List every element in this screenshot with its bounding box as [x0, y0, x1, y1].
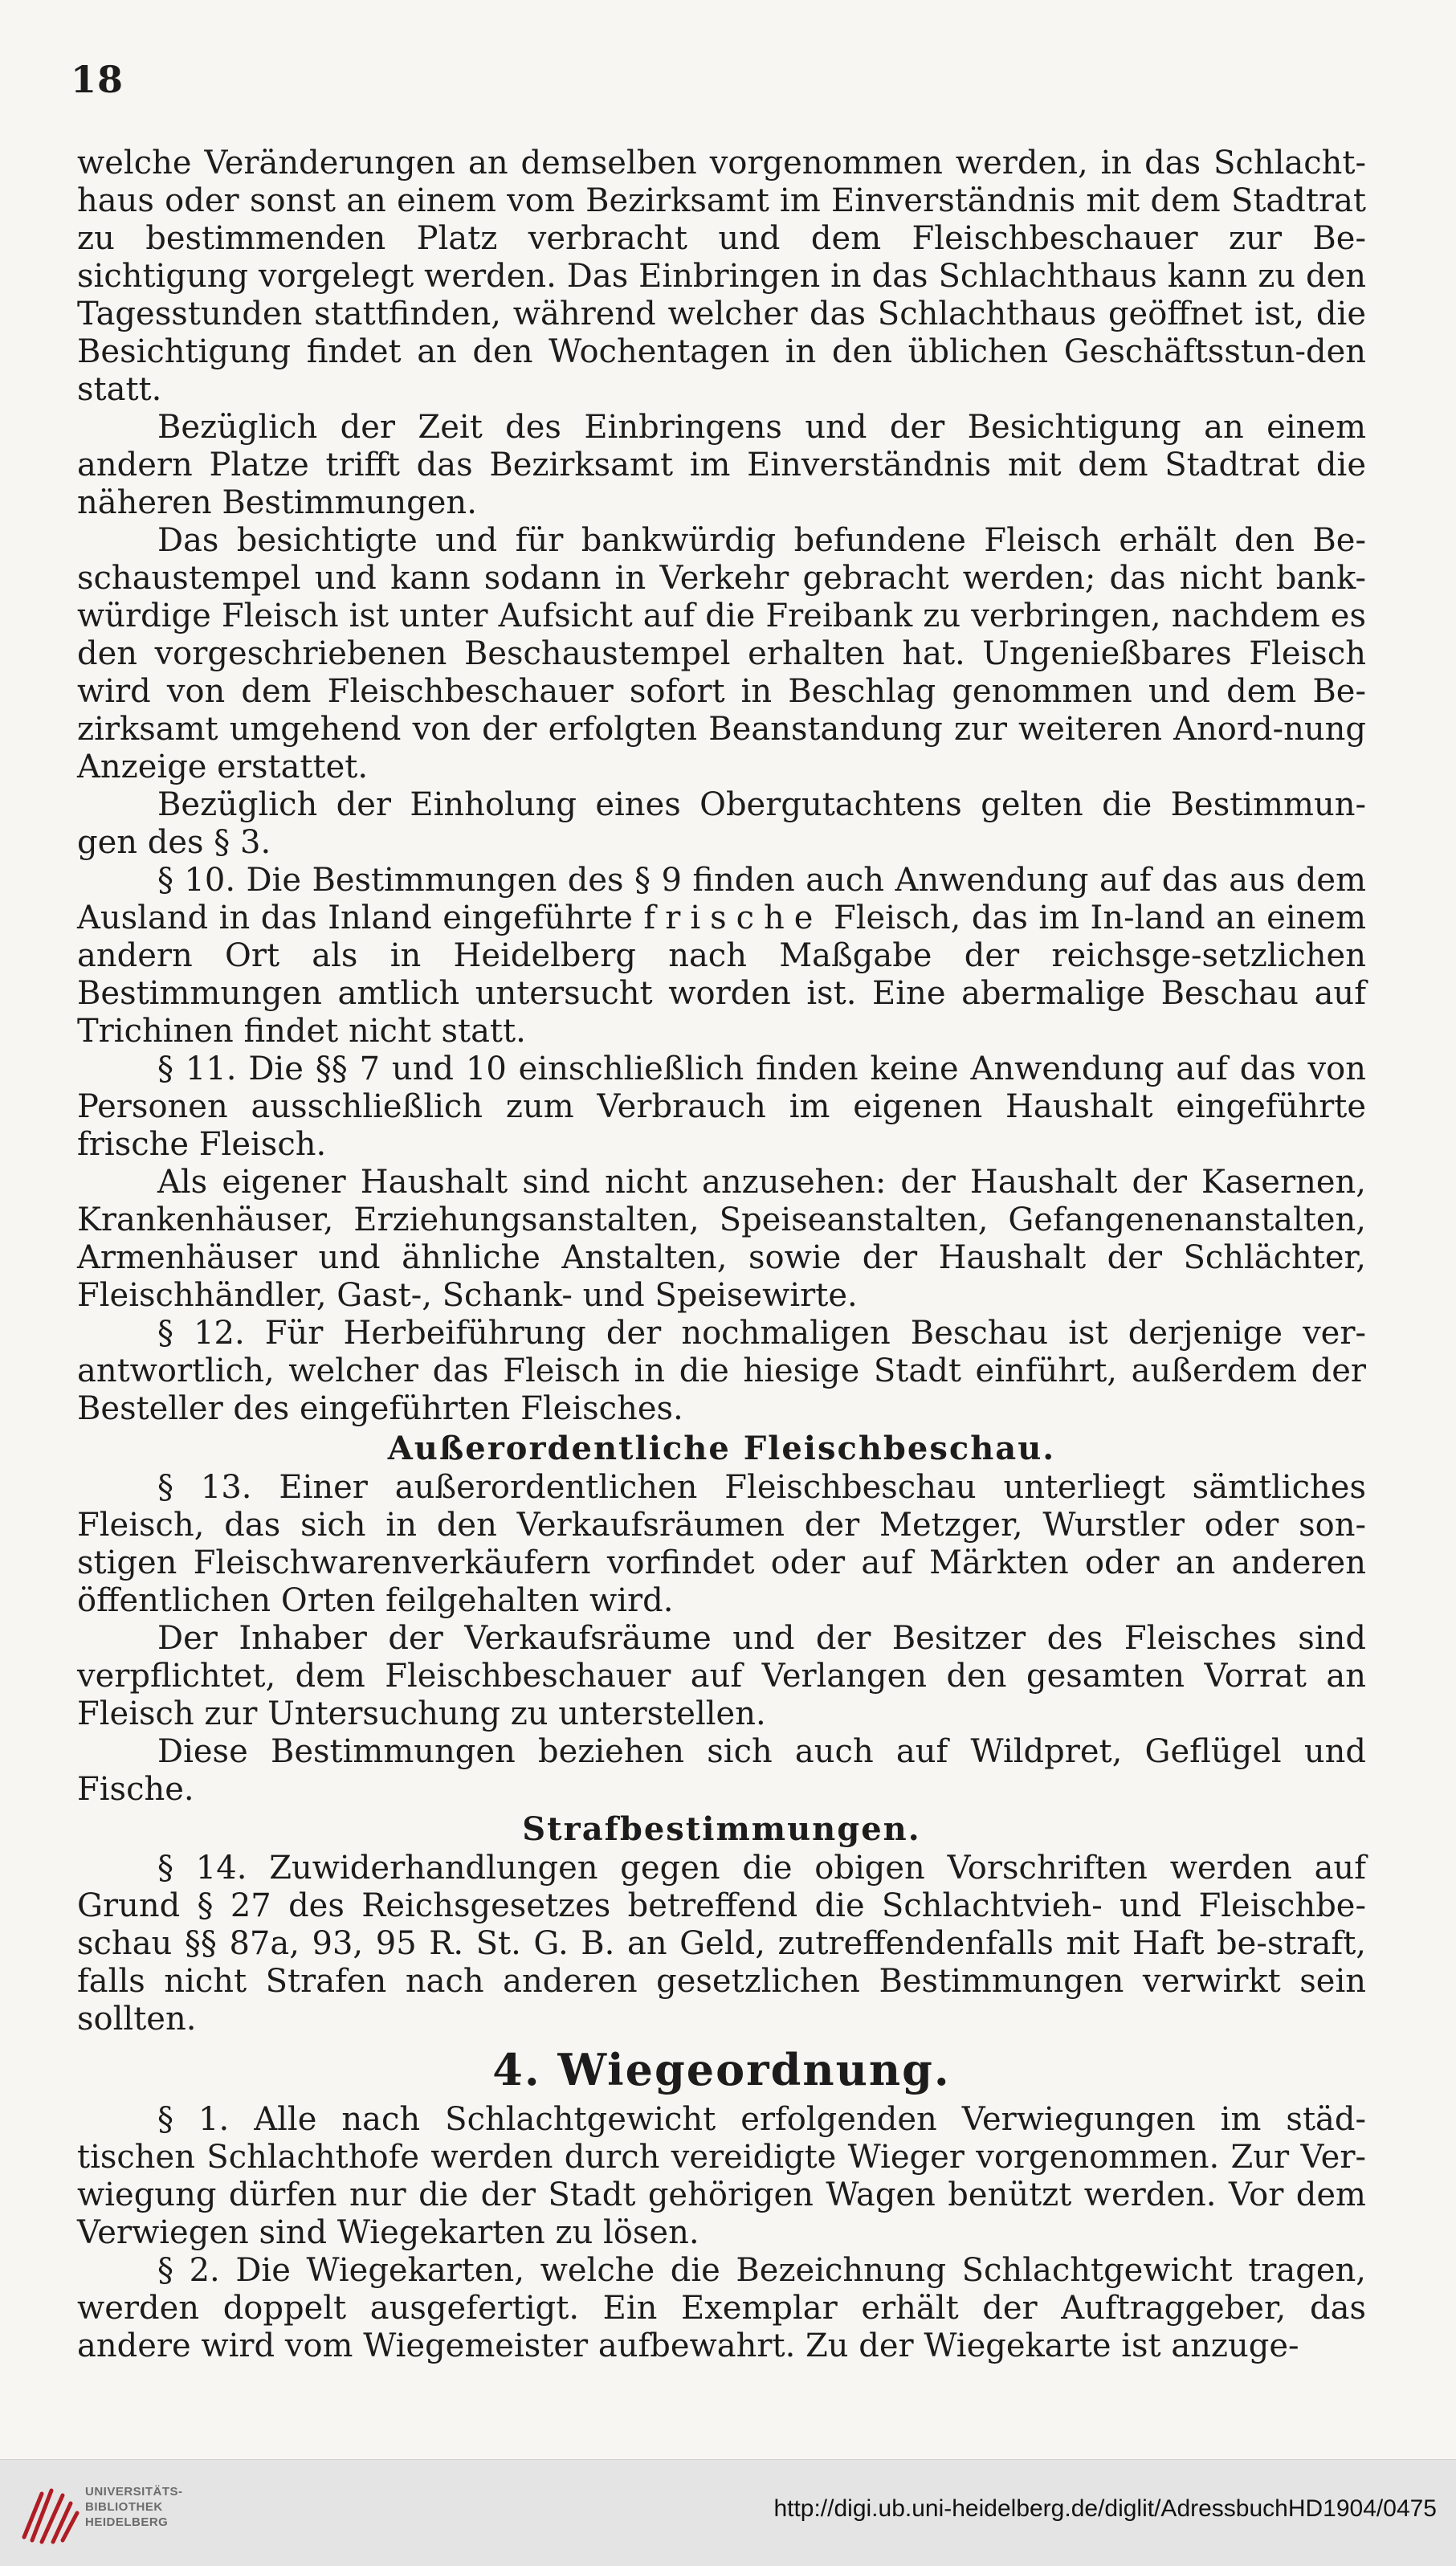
- paragraph-section-10: [77, 862, 1366, 1050]
- paragraph-section-12: § 12. Für Herbeiführung der nochmaligen Beschau ist derjenige ver-antwortlich, welcher das Fleisch in die hiesige Stadt einführt, außerdem der Besteller des eingeführten Fleisches.: [77, 1315, 1366, 1427]
- logo-wordmark: [85, 2484, 183, 2530]
- paragraph: welche Veränderungen an demselben vorgenommen werden, in das Schlacht-haus oder sonst an einem vom Bezirksamt im Einverständnis mit dem Stadtrat zu bestimmenden Platz verbracht und dem Fleischbeschauer zur Be-sichtigung vorgelegt werden. Das Einbringen in das Schlachthaus kann zu den Tagesstunden stattfinden, während welcher das Schlachthaus geöffnet ist, die Besichtigung findet an den Wochentagen in den üblichen Geschäftsstun-den statt.: [77, 145, 1366, 408]
- paragraph: Der Inhaber der Verkaufsräume und der Besitzer des Fleisches sind verpflichtet, dem Fleischbeschauer auf Verlangen den gesamten Vorrat an Fleisch zur Untersuchung zu unterstellen.: [77, 1620, 1366, 1732]
- paragraph: Als eigener Haushalt sind nicht anzusehen: der Haushalt der Kasernen, Krankenhäuser, Erziehungsanstalten, Speiseanstalten, Gefangenenanstalten, Armenhäuser und ähnliche Anstalten, sowie der Haushalt der Schlächter, Fleischhändler, Gast-, Schank- und Speisewirte.: [77, 1164, 1366, 1314]
- text-run: Fleisch, das im In-land an einem andern Ort als in Heidelberg nach Maßgabe der reichsge-setzlichen Bestimmungen amtlich untersucht worden ist. Eine abermalige Beschau auf Trichinen findet nicht statt.: [77, 900, 1367, 1050]
- paragraph: Das besichtigte und für bankwürdig befundene Fleisch erhält den Be-schaustempel und kann sodann in Verkehr gebracht werden; das nicht bank-würdige Fleisch ist unter Aufsicht auf die Freibank zu verbringen, nachdem es den vorgeschriebenen Beschaustempel erhalten hat. Ungenießbares Fleisch wird von dem Fleischbeschauer sofort in Beschlag genommen und dem Be-zirksamt umgehend von der erfolgten Beanstandung zur weiteren Anord-nung Anzeige erstattet.: [77, 522, 1366, 785]
- logo-line: UNIVERSITÄTS-: [85, 2485, 183, 2499]
- chapter-heading: 4. Wiegeordnung.: [492, 2044, 951, 2095]
- paragraph-section-11: § 11. Die §§ 7 und 10 einschließlich finden keine Anwendung auf das von Personen ausschließlich zum Verbrauch im eigenen Haushalt eingeführte frische Fleisch.: [77, 1050, 1366, 1163]
- paragraph: Bezüglich der Einholung eines Obergutachtens gelten die Bestimmun-gen des § 3.: [77, 786, 1366, 861]
- logo-line: HEIDELBERG: [85, 2515, 169, 2529]
- paragraph-section-13: § 13. Einer außerordentlichen Fleischbeschau unterliegt sämtliches Fleisch, das sich in den Verkaufsräumen der Metzger, Wurstler oder son-stigen Fleischwarenverkäufern vorfindet oder auf Märkten oder an anderen öffentlichen Orten feilgehalten wird.: [77, 1469, 1366, 1619]
- spaced-emphasis: frische: [643, 900, 823, 936]
- paragraph: Diese Bestimmungen beziehen sich auch auf Wildpret, Geflügel und Fische.: [77, 1733, 1366, 1808]
- section-heading: Außerordentliche Fleischbeschau.: [387, 1430, 1056, 1467]
- source-url-link[interactable]: http://digi.ub.uni-heidelberg.de/diglit/AdressbuchHD1904/0475: [773, 2495, 1437, 2522]
- section-heading: Strafbestimmungen.: [522, 1810, 921, 1848]
- paragraph: Bezüglich der Zeit des Einbringens und der Besichtigung an einem andern Platze trifft das Bezirksamt im Einverständnis mit dem Stadtrat die näheren Bestimmungen.: [77, 409, 1366, 521]
- university-library-logo-icon[interactable]: [18, 2479, 84, 2547]
- text-run: § 10. Die Bestimmungen des § 9 finden auch Anwendung auf das aus dem Ausland in das Inland eingeführte: [77, 862, 1366, 936]
- body-text: [77, 145, 1366, 2365]
- logo-line: BIBLIOTHEK: [85, 2500, 163, 2514]
- footer-bar: [0, 2459, 1456, 2566]
- page-number: 18: [71, 58, 124, 101]
- paragraph-section-1: § 1. Alle nach Schlachtgewicht erfolgenden Verwiegungen im städ-tischen Schlachthofe werden durch vereidigte Wieger vorgenommen. Zur Ver-wiegung dürfen nur die der Stadt gehörigen Wagen benützt werden. Vor dem Verwiegen sind Wiegekarten zu lösen.: [77, 2101, 1366, 2251]
- paragraph-section-14: § 14. Zuwiderhandlungen gegen die obigen Vorschriften werden auf Grund § 27 des Reichsgesetzes betreffend die Schlachtvieh- und Fleischbe-schau §§ 87a, 93, 95 R. St. G. B. an Geld, zutreffendenfalls mit Haft be-straft, falls nicht Strafen nach anderen gesetzlichen Bestimmungen verwirkt sein sollten.: [77, 1850, 1366, 2038]
- paragraph-section-2: § 2. Die Wiegekarten, welche die Bezeichnung Schlachtgewicht tragen, werden doppelt ausgefertigt. Ein Exemplar erhält der Auftraggeber, das andere wird vom Wiegemeister aufbewahrt. Zu der Wiegekarte ist anzuge-: [77, 2252, 1366, 2364]
